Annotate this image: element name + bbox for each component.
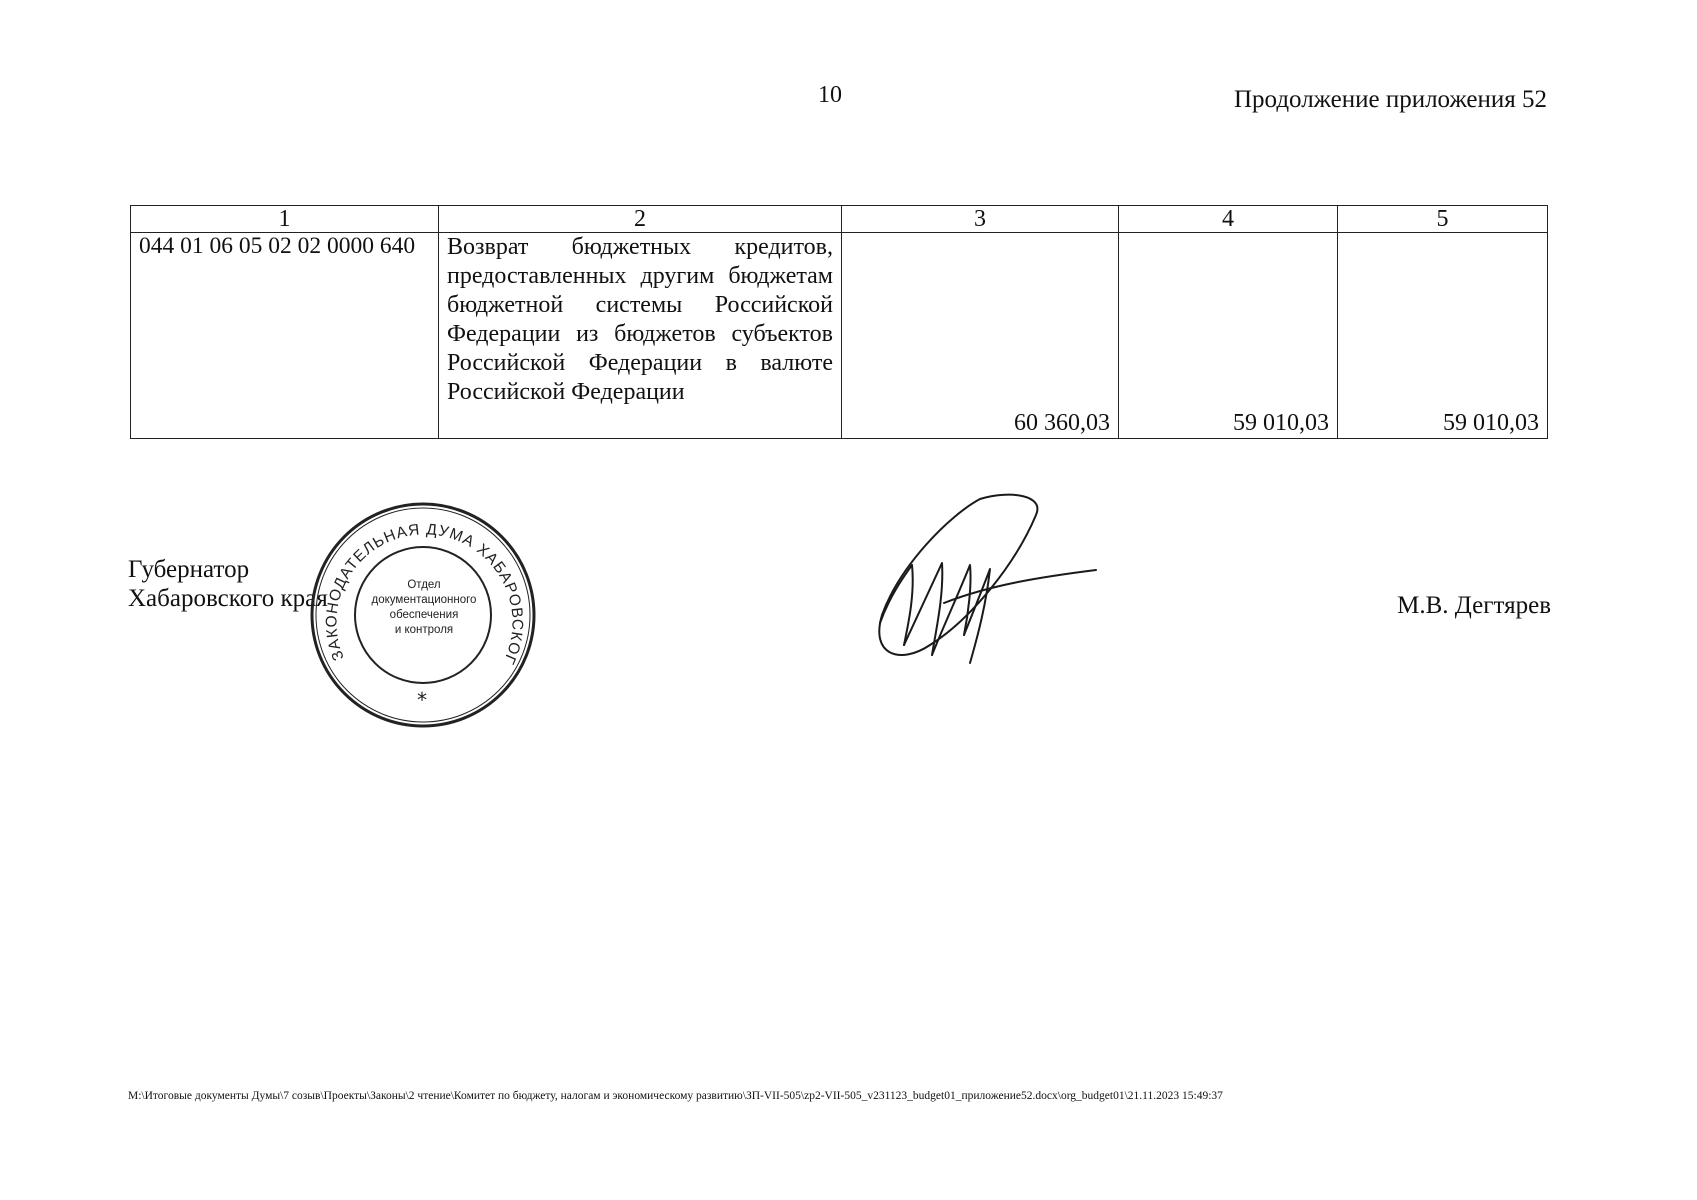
column-header-1: 1 <box>131 206 439 233</box>
handwritten-signature <box>860 485 1100 675</box>
seal-outer-text: ЗАКОНОДАТЕЛЬНАЯ ДУМА ХАБАРОВСКОГ <box>323 521 526 667</box>
table-header-row <box>131 206 1548 233</box>
signer-title-line1: Губернатор <box>128 556 250 583</box>
signer-name: М.В. Дегтярев <box>1397 592 1551 619</box>
column-header-3: 3 <box>842 206 1119 233</box>
seal-star: * <box>417 688 427 712</box>
seal-inner-line2: документационного <box>371 594 477 606</box>
description-cell: Возврат бюджетных кредитов, предоставленных другим бюджетам бюджетной системы Российской Федерации из бюджетов субъектов Российской Федерации в валюте Российской Федерации <box>439 233 842 439</box>
table-row <box>131 233 1548 439</box>
signer-title <box>128 555 328 613</box>
footer-file-path: M:\Итоговые документы Думы\7 созыв\Проекты\Законы\2 чтение\Комитет по бюджету, налогам и экономическому развитию\ЗП-VII-505\zp2-VII-505_v231123_budget01_приложение52.docx\org_budget01\21.11.2023 15:49:37 <box>128 1090 1223 1102</box>
continuation-label: Продолжение приложения 52 <box>1233 86 1547 113</box>
seal-inner-line3: обеспечения <box>389 609 459 621</box>
official-seal <box>308 500 538 730</box>
column-header-4: 4 <box>1119 206 1338 233</box>
value-cell-5: 59 010,03 <box>1338 233 1548 439</box>
seal-inner-text <box>368 578 480 638</box>
value-cell-4: 59 010,03 <box>1119 233 1338 439</box>
budget-code-cell: 044 01 06 05 02 02 0000 640 <box>131 233 439 439</box>
budget-table <box>130 205 1548 439</box>
seal-inner-line1: Отдел <box>407 579 441 591</box>
signer-title-line2: Хабаровского края <box>128 585 328 612</box>
page-number: 10 <box>818 82 842 108</box>
seal-inner-line4: и контроля <box>394 624 454 636</box>
value-cell-3: 60 360,03 <box>842 233 1119 439</box>
column-header-5: 5 <box>1338 206 1548 233</box>
column-header-2: 2 <box>439 206 842 233</box>
